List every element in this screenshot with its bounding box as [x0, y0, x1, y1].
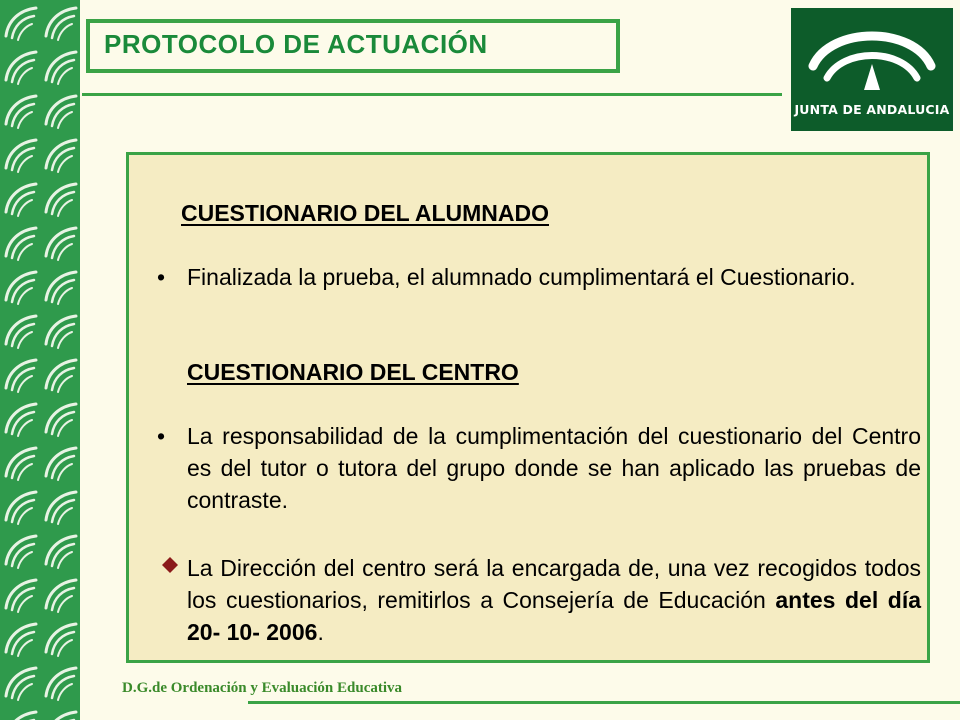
paragraph-direccion — [187, 552, 921, 648]
logo-emblem-icon — [791, 8, 953, 103]
footer-department: D.G.de Ordenación y Evaluación Educativa — [122, 680, 403, 696]
direccion-end: . — [317, 619, 324, 645]
decorative-leaf-band — [0, 0, 80, 720]
leaf-pattern-icon — [0, 0, 80, 720]
top-divider — [82, 93, 782, 96]
paragraph-alumnado: Finalizada la prueba, el alumnado cumplimentará el Cuestionario. — [187, 264, 856, 290]
direccion-text: La Dirección del centro será la encargada de, una vez recogidos todos los cuestionarios, remitirlos a Consejería de Educación — [187, 555, 921, 613]
bottom-divider — [248, 701, 960, 704]
heading-cuestionario-alumnado: CUESTIONARIO DEL ALUMNADO — [181, 200, 549, 226]
paragraph-centro: La responsabilidad de la cumplimentación del cuestionario del Centro es del tutor o tutora del grupo donde se han aplicado las pruebas de contraste. — [187, 423, 921, 513]
deadline-text: antes del día 20- 10- 2006 — [187, 587, 921, 645]
content-box — [126, 152, 930, 663]
title-box — [86, 19, 620, 73]
heading-cuestionario-centro: CUESTIONARIO DEL CENTRO — [187, 359, 519, 385]
bullet-dot: • — [157, 264, 166, 290]
diamond-bullet-icon — [162, 557, 178, 573]
bullet-dot: • — [157, 423, 166, 449]
logo-text: JUNTA DE ANDALUCIA — [794, 102, 950, 117]
junta-de-andalucia-logo — [791, 8, 953, 131]
slide-title: PROTOCOLO DE ACTUACIÓN — [104, 29, 488, 59]
